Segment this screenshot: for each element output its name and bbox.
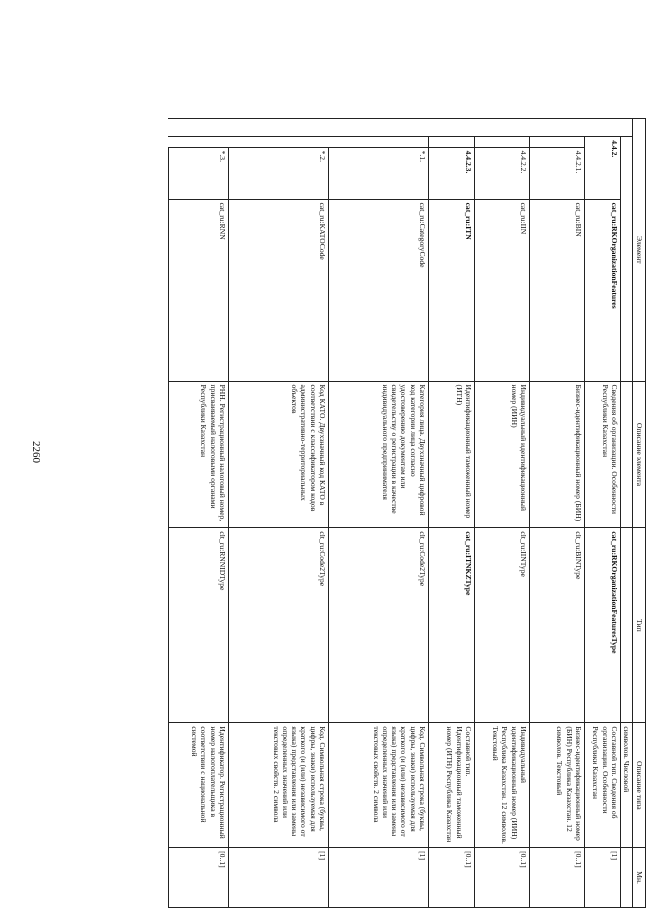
element-description: Код КАТО. Двухзначный код КАТО в соответствии с классификатором кодов административно-территориальных объектов	[228, 381, 328, 528]
table-row	[328, 119, 428, 908]
type-description: Бизнес-идентификационный номер (БИН) Республика Казахстан. 12 символов. Текстовый	[529, 723, 584, 848]
table-row	[228, 119, 328, 908]
element-description: Индивидуальный идентификационный номер (ИИН)	[474, 381, 529, 528]
table-row	[529, 119, 584, 908]
multiplicity: [0..1]	[529, 848, 584, 908]
element-name: cat_ru:CategoryCode	[328, 199, 428, 381]
header-row	[633, 119, 646, 908]
element-description: РНН. Регистрационный налоговый номер, присваиваемый налоговыми органами Республики Казахстан	[168, 381, 228, 528]
table-row	[168, 119, 228, 908]
multiplicity: [0..1]	[428, 848, 474, 908]
element-name: cat_ru:IIN	[474, 199, 529, 381]
element-type: clt_ru:RNNIDType	[168, 528, 228, 723]
element-name: cat_ru:KATOCode	[228, 199, 328, 381]
element-description: Категория лица. Двухзначный цифровой код категории лица согласно удостоверению документам или свидетельству о регистрации в качестве индивидуального предпринимателя	[328, 381, 428, 528]
schema-table	[168, 118, 646, 908]
table-row	[428, 119, 474, 908]
header-element-description: Описание элемента	[633, 381, 646, 528]
element-description: Сведения об организации. Особенности Республики Казахстан	[584, 381, 620, 528]
row-number: *.3.	[168, 147, 228, 199]
element-type: clt_ru:Code2Type	[228, 528, 328, 723]
header-type: Тип	[633, 528, 646, 723]
type-description: Составной тип. Сведения об организации. Особенности Республики Казахстан	[584, 723, 620, 848]
type-description: Индивидуальный идентификационный номер (ИИН) Республика Казахстан. 12 символов. Текстовый	[474, 723, 529, 848]
element-description: Идентификационный таможенный номер (ИТН)	[428, 381, 474, 528]
header-multiplicity: Мн.	[633, 848, 646, 908]
multiplicity: [0..1]	[168, 848, 228, 908]
multiplicity: [1]	[584, 848, 620, 908]
element-name: cat_ru:RNN	[168, 199, 228, 381]
page-number: 2260	[30, 441, 42, 463]
element-type: clt_ru:IINType	[474, 528, 529, 723]
element-name: cat_ru:ITN	[428, 199, 474, 381]
row-number: 4.4.2.3.	[428, 147, 474, 199]
row-number: 4.4.2.	[584, 137, 620, 199]
header-element: Элемент	[633, 119, 646, 382]
type-description: Код. Символьная строка (буквы, цифры, знаки) используемая для краткого (и (или) независимого от языка) представления или замены определенных значений или текстовых свойств. 2 символа	[328, 723, 428, 848]
multiplicity: [1]	[228, 848, 328, 908]
row-number: 4.4.2.1.	[529, 147, 584, 199]
table-row-continuation	[620, 119, 632, 908]
element-description: Бизнес-идентификационный номер (БИН)	[529, 381, 584, 528]
multiplicity: [1]	[328, 848, 428, 908]
type-description: Код. Символьная строка (буквы, цифры, знаки) используемая для краткого (и (или) независимого от языка) представления или замены определенных значений или текстовых свойств. 2 символа	[228, 723, 328, 848]
element-name: cat_ru:BIN	[529, 199, 584, 381]
element-type: clt_ru:Code2Type	[328, 528, 428, 723]
header-type-description: Описание типа	[633, 723, 646, 848]
row-number: *.2.	[228, 147, 328, 199]
element-type: cat_ru:ITNKZType	[428, 528, 474, 723]
rotated-page-content	[150, 118, 646, 908]
element-type: cat_ru:RKOrganizationFeaturesType	[584, 528, 620, 723]
table-row	[474, 119, 529, 908]
row-number: *.1.	[328, 147, 428, 199]
continuation-text: символов. Числовой	[620, 723, 632, 848]
element-name: cat_ru:RKOrganizationFeatures	[584, 199, 620, 381]
multiplicity: [0..1]	[474, 848, 529, 908]
type-description: Составной тип. Идентификационный таможенный номер (ИТН) Республика Казахстан	[428, 723, 474, 848]
type-description: Идентификатор. Регистрационный номер налогоплательщика в соответствии с национальной системой	[168, 723, 228, 848]
table-row	[584, 119, 620, 908]
row-number: 4.4.2.2.	[474, 147, 529, 199]
element-type: clt_ru:BINType	[529, 528, 584, 723]
